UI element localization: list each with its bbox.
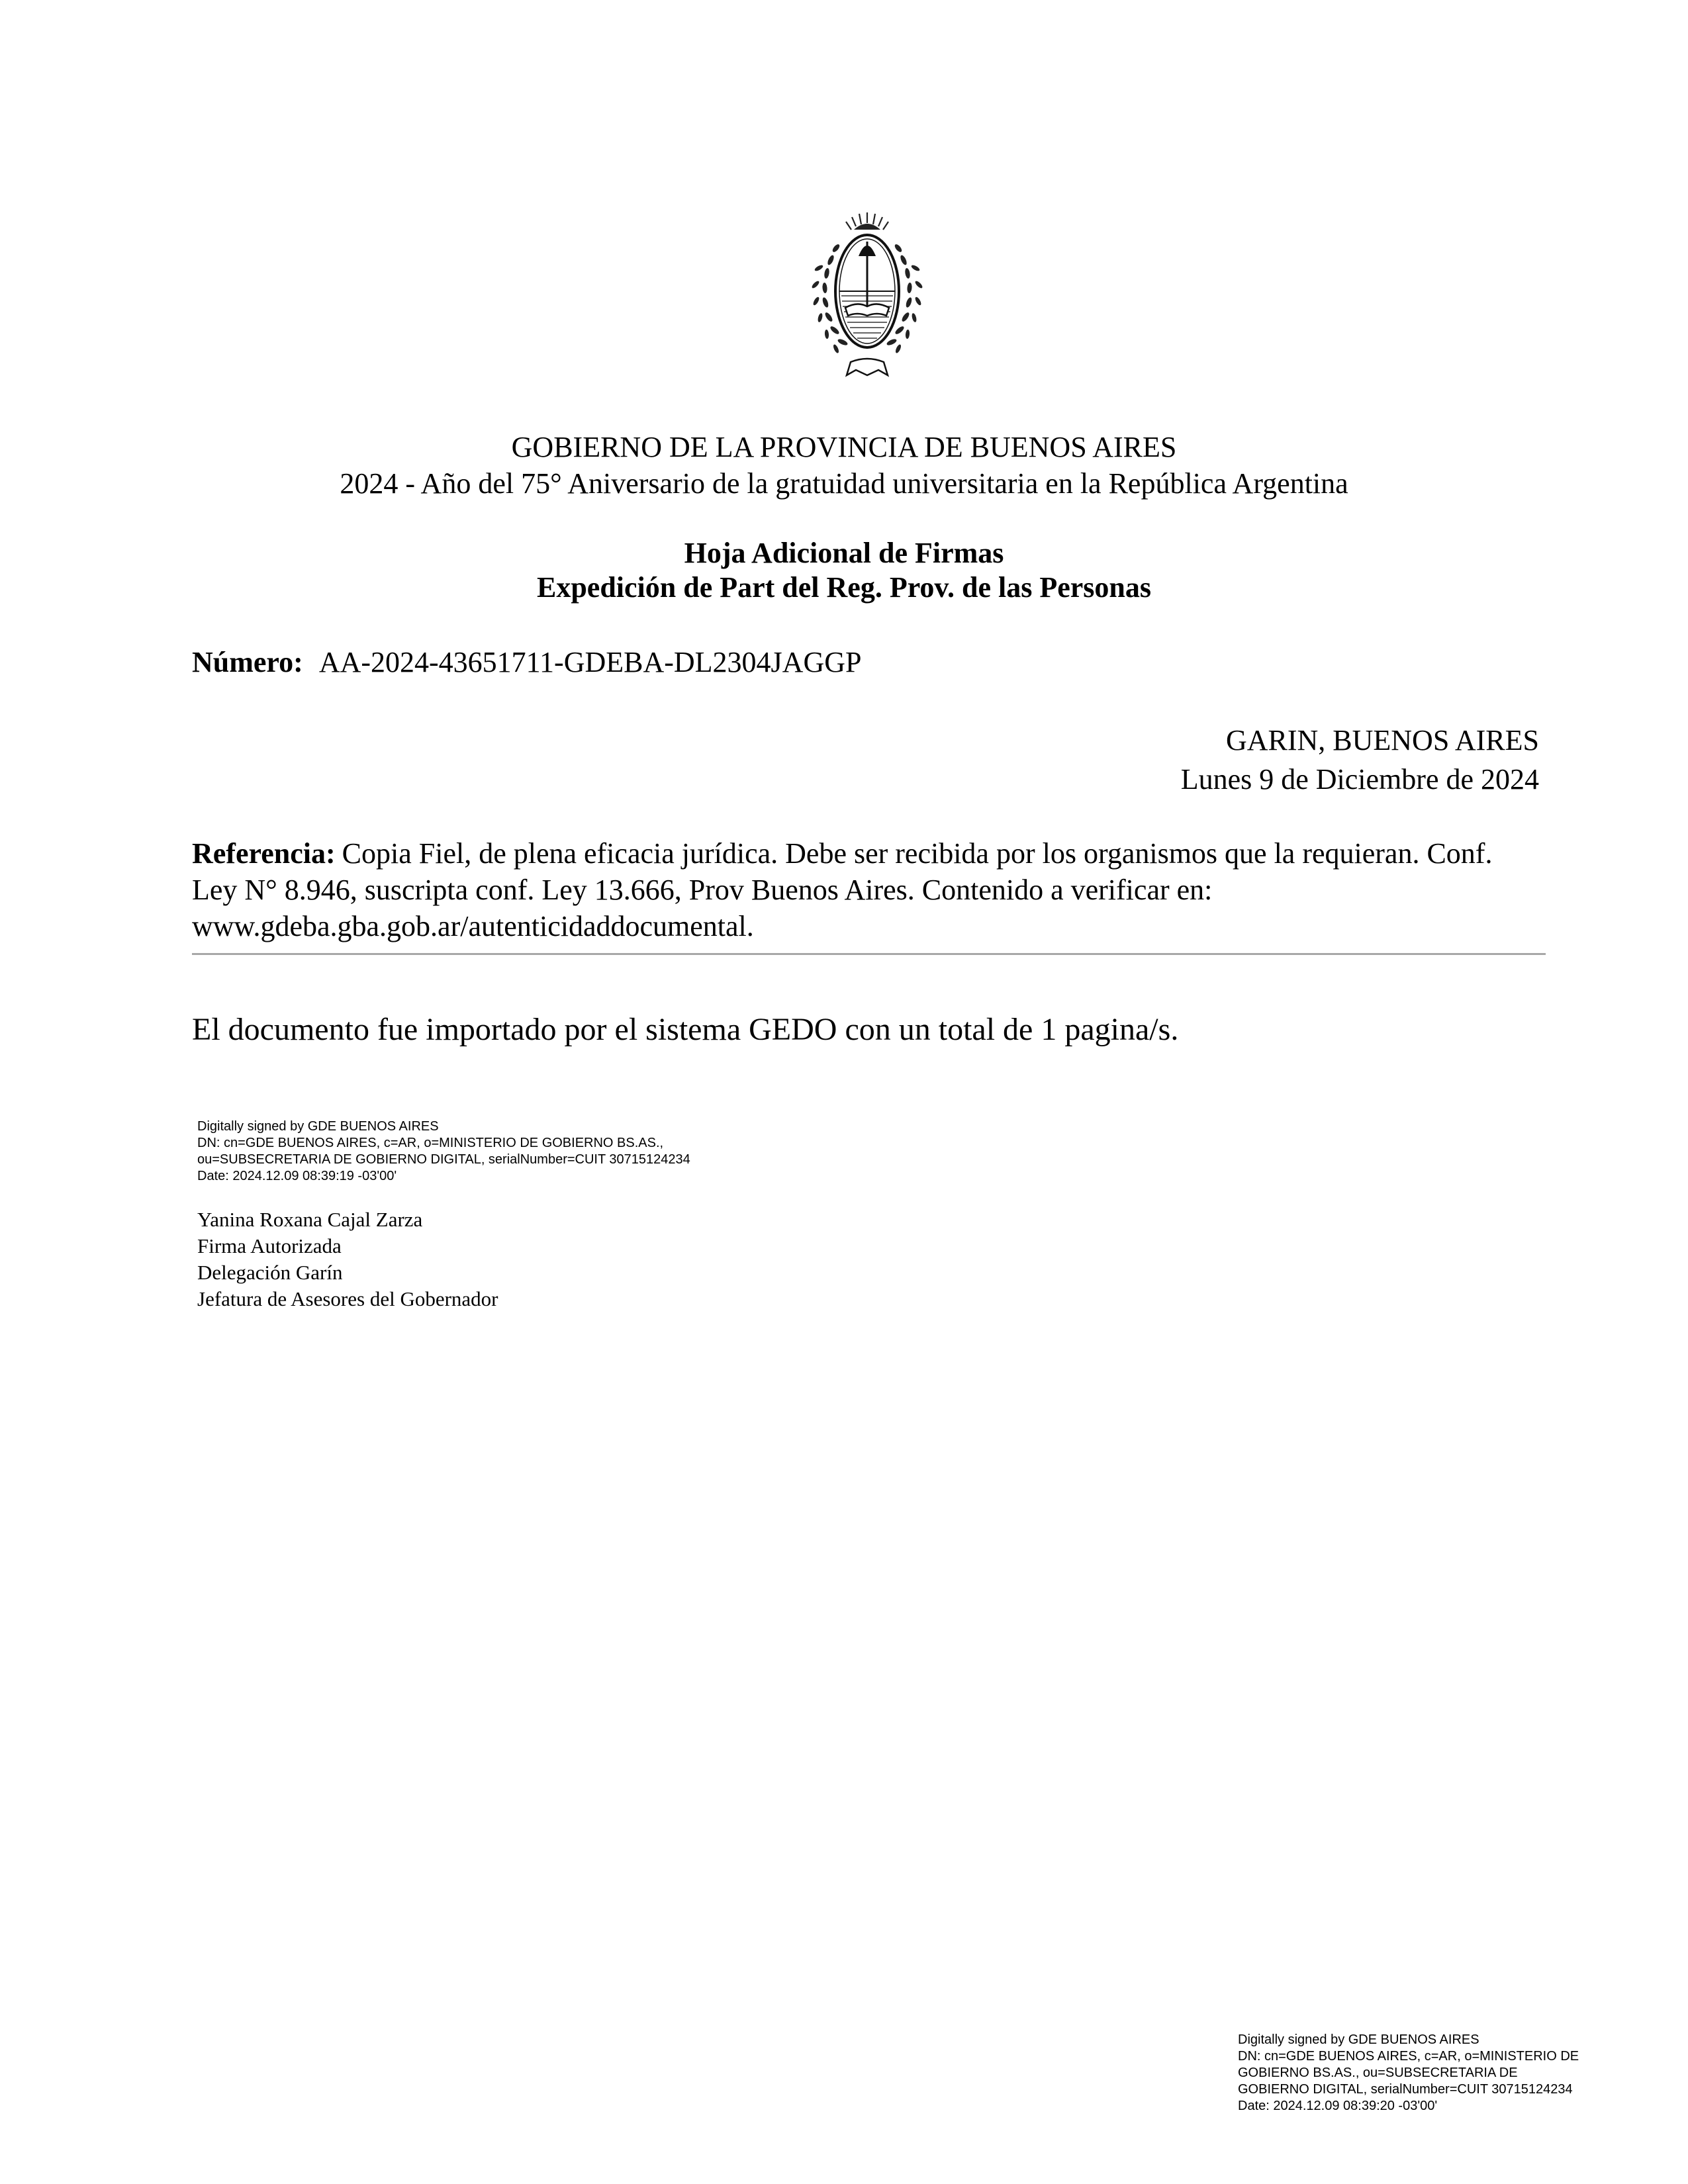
footer-signature-line: GOBIERNO BS.AS., ou=SUBSECRETARIA DE bbox=[1238, 2066, 1518, 2080]
date: Lunes 9 de Diciembre de 2024 bbox=[1180, 763, 1539, 796]
digital-signature-block bbox=[197, 1118, 859, 1185]
digital-signature-line: ou=SUBSECRETARIA DE GOBIERNO DIGITAL, serialNumber=CUIT 30715124234 bbox=[197, 1152, 690, 1167]
signer-role: Firma Autorizada bbox=[197, 1234, 342, 1257]
document-number-value: AA-2024-43651711-GDEBA-DL2304JAGGP bbox=[318, 646, 862, 678]
reference-paragraph bbox=[192, 835, 1542, 944]
signer-department: Jefatura de Asesores del Gobernador bbox=[197, 1287, 498, 1310]
document-number-label: Número: bbox=[192, 646, 303, 678]
document-number bbox=[192, 645, 861, 679]
place: GARIN, BUENOS AIRES bbox=[1225, 724, 1539, 756]
body-text: El documento fue importado por el sistema GEDO con un total de 1 pagina/s. bbox=[192, 1012, 1179, 1047]
year-motto: 2024 - Año del 75° Aniversario de la gratuidad universitaria en la República Argentina bbox=[340, 467, 1348, 500]
signer-name: Yanina Roxana Cajal Zarza bbox=[197, 1208, 423, 1231]
reference-text: Copia Fiel, de plena eficacia jurídica. Debe ser recibida por los organismos que la requieran. Conf. Ley N° 8.946, suscripta conf. Ley 13.666, Prov Buenos Aires. Contenido a verificar en: www.gdeba.gba.gob.ar/autenticidaddocumental. bbox=[192, 837, 1493, 942]
digital-signature-line: Date: 2024.12.09 08:39:19 -03'00' bbox=[197, 1169, 397, 1183]
digital-signature-line: Digitally signed by GDE BUENOS AIRES bbox=[197, 1119, 439, 1134]
footer-signature-line: DN: cn=GDE BUENOS AIRES, c=AR, o=MINISTERIO DE bbox=[1238, 2049, 1579, 2064]
footer-signature-line: Date: 2024.12.09 08:39:20 -03'00' bbox=[1238, 2099, 1438, 2113]
signer-office: Delegación Garín bbox=[197, 1261, 343, 1284]
footer-signature-line: GOBIERNO DIGITAL, serialNumber=CUIT 30715124234 bbox=[1238, 2082, 1573, 2097]
document-type-title: Hoja Adicional de Firmas bbox=[684, 537, 1004, 569]
digital-signature-line: DN: cn=GDE BUENOS AIRES, c=AR, o=MINISTERIO DE GOBIERNO BS.AS., bbox=[197, 1136, 664, 1150]
reference-label: Referencia: bbox=[192, 837, 336, 870]
signer-block bbox=[197, 1206, 498, 1312]
footer-digital-signature-block bbox=[1238, 2032, 1609, 2115]
document-subject: Expedición de Part del Reg. Prov. de las Personas bbox=[536, 571, 1152, 604]
government-title: GOBIERNO DE LA PROVINCIA DE BUENOS AIRES bbox=[511, 431, 1177, 463]
coat-of-arms-icon bbox=[804, 208, 930, 381]
divider bbox=[192, 953, 1546, 955]
footer-signature-line: Digitally signed by GDE BUENOS AIRES bbox=[1238, 2032, 1479, 2047]
